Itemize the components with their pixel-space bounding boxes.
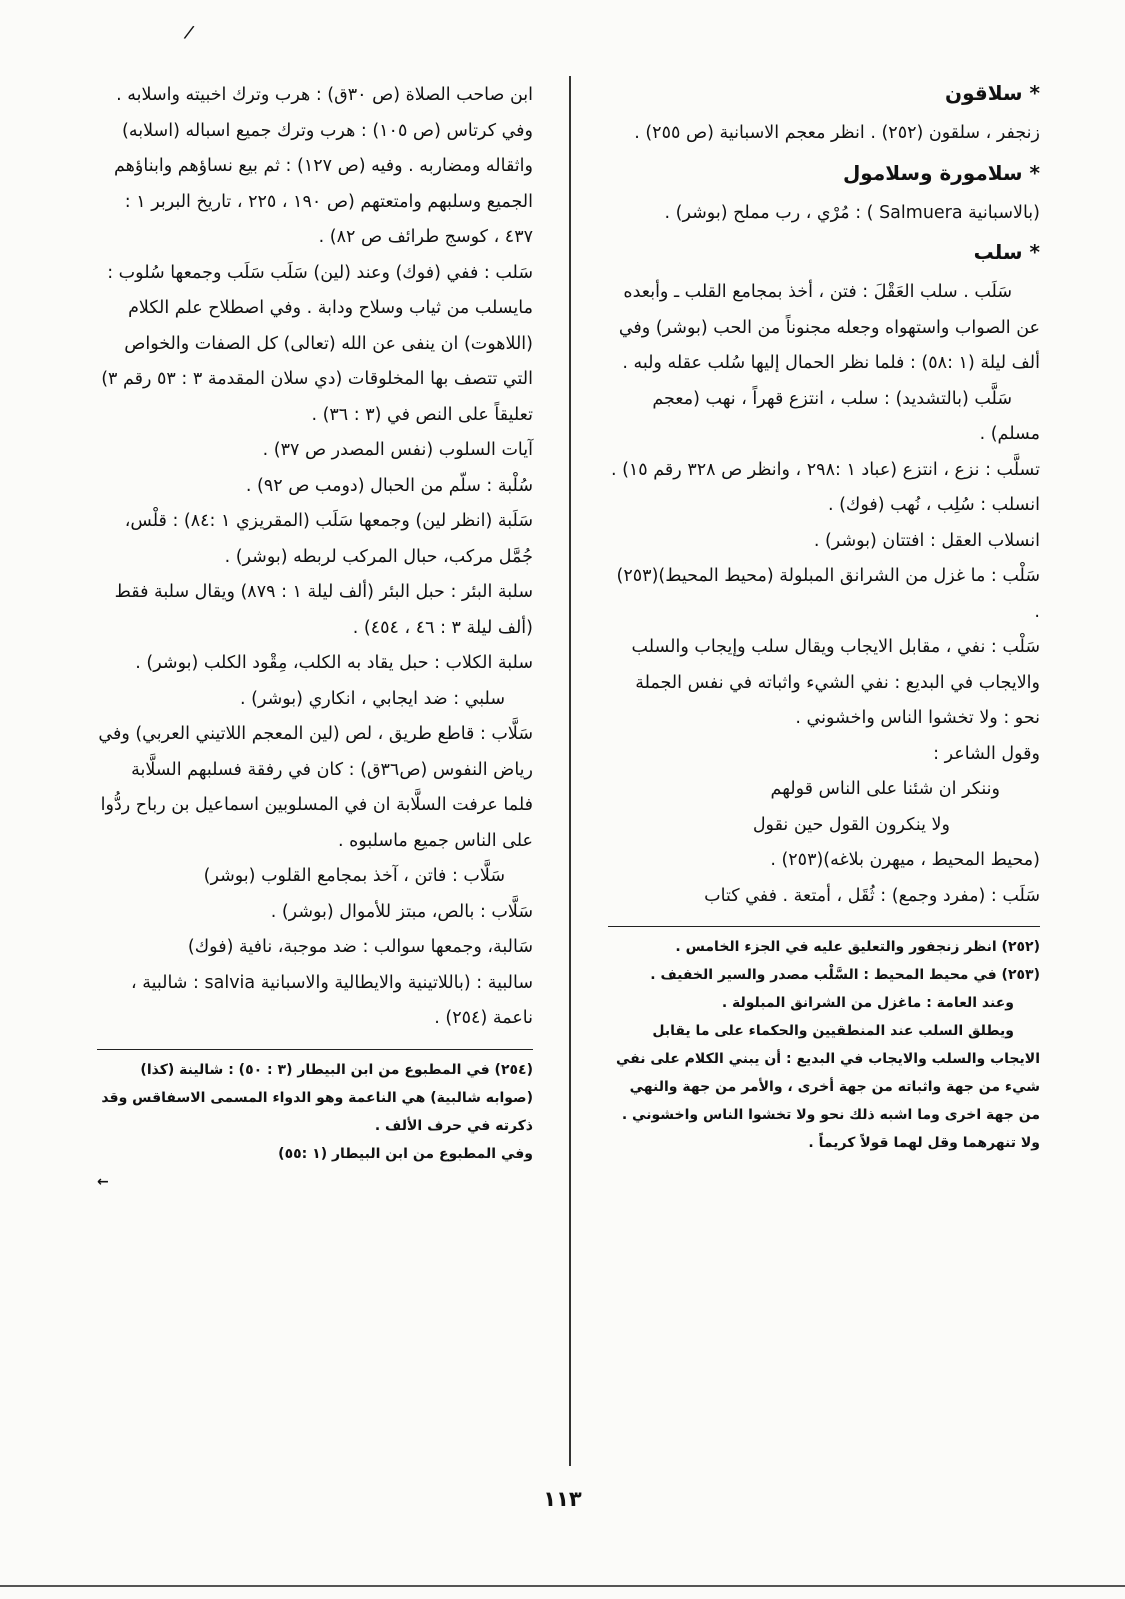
entry-heading-salaqun: * سلاقون bbox=[945, 81, 1040, 105]
entry-text: سَلْب : ما غزل من الشرانق المبلولة (محيط المحيط)(٢٥٣) . bbox=[616, 566, 1040, 622]
entry-text: آيات السلوب (نفس المصدر ص ٣٧) . bbox=[262, 440, 533, 460]
entry-text: سَلَّاب : فاتن ، آخذ بمجامع القلوب (بوشر) bbox=[203, 866, 505, 886]
right-column bbox=[608, 78, 1040, 1157]
corner-mark: / bbox=[182, 21, 196, 44]
entry-text: تسلَّب : نزع ، انتزع (عباد ١ :٢٩٨ ، وانظر ص ٣٢٨ رقم ١٥) . bbox=[610, 459, 1040, 480]
column-divider bbox=[569, 76, 571, 1466]
bottom-edge bbox=[0, 1585, 1125, 1587]
entry-text: سَلَب : (مفرد وجمع) : ثُقَل ، أمتعة . ففي كتاب bbox=[704, 885, 1040, 906]
entry-text: (محيط المحيط ، ميهرن بلاغه)(٢٥٣) . bbox=[770, 850, 1040, 870]
entry-text: سَلْب : نفي ، مقابل الايجاب ويقال سلب وإيجاب والسلب والايجاب في البديع : نفي الشيء واثباته في نفس الجملة نحو : ولا تخشوا الناس واخشوني . bbox=[631, 637, 1040, 728]
entry-text: سَلَّب (بالتشديد) : سلب ، انتزع قهراً ، نهب (معجم مسلم) . bbox=[652, 388, 1040, 444]
left-column bbox=[97, 78, 533, 1196]
footnote: وعند العامة : ماغزل من الشرانق المبلولة . bbox=[721, 995, 1014, 1011]
entry-text: سلبة البئر : حبل البئر (ألف ليلة ١ : ٨٧٩) ويقال سلبة فقط (ألف ليلة ٣ : ٤٦ ، ٤٥٤) . bbox=[114, 582, 533, 638]
entry-text: سلبة الكلاب : حبل يقاد به الكلب، مِقْود الكلب (بوشر) . bbox=[135, 653, 533, 673]
footnote-separator bbox=[608, 926, 1040, 927]
entry-text: سلبي : ضد ايجابي ، انكاري (بوشر) . bbox=[240, 688, 505, 709]
entry-text: انسلب : سُلِب ، نُهب (فوك) . bbox=[827, 495, 1040, 515]
continuation-arrow: ← bbox=[97, 1173, 109, 1190]
entry-text: ابن صاحب الصلاة (ص ٣٠ق) : هرب وترك اخبيته واسلابه . وفي كرتاس (ص ١٠٥) : هرب وترك جميع اسباله (اسلابه) واثقاله ومضاربه . وفيه (ص ١٢٧) : ثم بيع نساؤهم وابناؤهم الجميع وسلبهم وامتعتهم (ص ١٩٠ ، ٢٢٥ ، تاريخ البربر ١ : ٤٣٧ ، كوسج طرائف ص ٨٢) . bbox=[114, 85, 533, 247]
footnote: (٢٥٢) انظر زنجفور والتعليق عليه في الجزء الخامس . bbox=[675, 939, 1040, 955]
footnote: ويطلق السلب عند المنطقيين والحكماء على ما يقابل الايجاب والسلب والايجاب في البديع : أن يبني الكلام على نفي شيء من جهة واثباته من جهة أخرى ، والأمر من جهة والنهي من جهة اخرى وما اشبه ذلك نحو ولا تخشوا الناس واخشوني . ولا تنهرهما وقل لهما قولاً كريماً . bbox=[615, 1023, 1040, 1151]
footnote: وفي المطبوع من ابن البيطار (١ :٥٥) bbox=[278, 1145, 533, 1162]
entry-text: انسلاب العقل : افتتان (بوشر) . bbox=[813, 530, 1040, 551]
verse-line: وننكر ان شئنا على الناس قولهم bbox=[770, 779, 1000, 799]
entry-text: سَلَب . سلب العَقْلَ : فتن ، أخذ بمجامع القلب ـ وأبعده عن الصواب واستهواه وجعله مجنوناً من الحب (بوشر) وفي ألف ليلة (١ :٥٨) : فلما نظر الحمال إليها سُلب عقله ولبه . bbox=[618, 282, 1040, 373]
entry-text: (بالاسبانية Salmuera ) : مُرْي ، رب مملح (بوشر) . bbox=[664, 202, 1040, 223]
entry-heading-salb: * سلب bbox=[973, 240, 1040, 264]
entry-text: زنجفر ، سلقون (٢٥٢) . انظر معجم الاسبانية (ص ٢٥٥) . bbox=[634, 123, 1040, 143]
entry-text: سَلَّاب : بالص، مبتز للأموال (بوشر) . bbox=[270, 901, 533, 922]
entry-text: وقول الشاعر : bbox=[933, 743, 1040, 764]
footnote-separator bbox=[97, 1049, 533, 1050]
entry-text: سَلَبة (انظر لين) وجمعها سَلَب (المقريزي ١ :٨٤) : قلْس، جُمَّل مركب، حبال المركب لربطه (بوشر) . bbox=[124, 511, 533, 567]
page-number: ١١٣ bbox=[543, 1487, 582, 1511]
verse-line: ولا ينكرون القول حين نقول bbox=[752, 814, 950, 835]
entry-heading-salamura: * سلامورة وسلامول bbox=[842, 160, 1040, 185]
entry-text: سَالبة، وجمعها سوالب : ضد موجبة، نافية (فوك) bbox=[187, 937, 533, 957]
footnote: (٢٥٤) في المطبوع من ابن البيطار (٣ : ٥٠) : شالينة (كذا) (صوابه شالبية) هي الناعمة وهو الدواء المسمى الاسفاقس وقد ذكرته في حرف الألف . bbox=[101, 1061, 533, 1134]
entry-text: سُلْبة : سلّم من الحبال (دومب ص ٩٢) . bbox=[245, 475, 533, 496]
footnote: (٢٥٣) في محيط المحيط : السَّلْب مصدر والسير الخفيف . bbox=[650, 967, 1040, 983]
entry-text: سَلب : ففي (فوك) وعند (لين) سَلَب سَلَب وجمعها سُلوب : مايسلب من ثياب وسلاح ودابة . وفي اصطلاح علم الكلام (اللاهوت) ان ينفى عن الله (تعالى) كل الصفات والخواص التي تتصف بها المخلوقات (دي سلان المقدمة ٣ : ٥٣ رقم ٣) تعليقاً على النص في (٣ : ٣٦) . bbox=[101, 262, 533, 425]
entry-text: سالبية : (باللاتينية والايطالية والاسبانية salvia : شالبية ، ناعمة (٢٥٤) . bbox=[130, 972, 533, 1028]
entry-text: سَلَّاب : قاطع طريق ، لص (لين المعجم اللاتيني العربي) وفي رياض النفوس (ص٣٦ق) : كان في رفقة فسلبهم السلَّابة فلما عرفت السلَّابة ان في المسلوبين اسماعيل بن رباح ردُّوا على الناس جميع ماسلبوه . bbox=[98, 724, 533, 851]
